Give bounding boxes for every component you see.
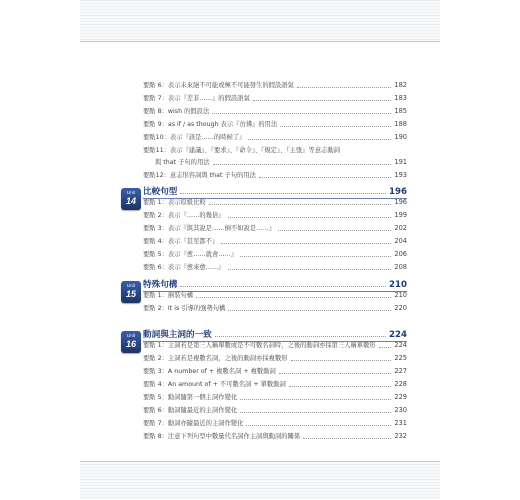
toc-entry[interactable] [143, 418, 407, 429]
toc-entry-text: 要點 4：表示『甚至都不』 [143, 238, 219, 245]
toc-entry-page: 183 [394, 94, 407, 102]
toc-entry[interactable] [143, 262, 407, 273]
toc-entry-page: 228 [394, 380, 407, 388]
toc-entry[interactable] [143, 340, 407, 351]
toc-entry[interactable] [143, 366, 407, 377]
toc-entry-page: 185 [394, 107, 407, 115]
leader-dots [212, 112, 391, 114]
toc-entry-text: 與 that 子句的用法 [155, 159, 210, 166]
toc-entry-page: 193 [394, 171, 407, 179]
toc-entry-page: 225 [394, 354, 407, 362]
toc-entry-page: 204 [394, 237, 407, 245]
toc-entry[interactable] [143, 80, 407, 91]
toc-entry[interactable] [143, 210, 407, 221]
toc-entry-text: 要點 9：as if / as though 表示『彷彿』的用法 [143, 121, 278, 128]
leader-dots [279, 372, 392, 374]
toc-entry-page: 227 [394, 367, 407, 375]
leader-dots [291, 359, 392, 361]
unit-heading[interactable] [143, 327, 407, 340]
leader-dots [213, 163, 392, 165]
toc-entry[interactable] [143, 197, 407, 208]
leader-dots [209, 203, 392, 205]
toc-entry-page: 191 [394, 158, 407, 166]
unit-badge-label: Unit [126, 190, 136, 195]
toc-entry[interactable] [143, 290, 407, 301]
toc-entry[interactable] [143, 106, 407, 117]
toc-entry[interactable] [143, 236, 407, 247]
toc-entry[interactable] [143, 170, 407, 181]
toc-entry-page: 199 [394, 211, 407, 219]
leader-dots [240, 398, 391, 400]
toc-entry-page: 196 [394, 198, 407, 206]
unit-badge-number: 14 [125, 196, 136, 206]
unit-badge-label: Unit [126, 283, 136, 288]
toc-entry-page: 208 [394, 263, 407, 271]
leader-dots [240, 255, 391, 257]
toc-entry-page: 232 [394, 432, 407, 440]
unit-title: 比較句型 [143, 187, 178, 197]
toc-entry-page: 206 [394, 250, 407, 258]
toc-entry-text: 要點 3：A number of + 複數名詞 + 複數動詞 [143, 368, 276, 375]
toc-entry-page: 224 [394, 341, 407, 349]
leader-dots [221, 242, 391, 244]
leader-dots [180, 285, 386, 287]
toc-entry-text: 要點 2：主詞若是複數名詞，之後的動詞亦採複數形 [143, 355, 288, 362]
toc-entry-text: 要點 2：表示『……的幾倍』 [143, 212, 225, 219]
toc-entry-text: 要點 8：wish 的假設法 [143, 108, 210, 115]
unit-page: 224 [389, 330, 407, 340]
leader-dots [228, 309, 391, 311]
leader-dots [180, 192, 386, 194]
toc-entry-page: 188 [394, 120, 407, 128]
unit-heading[interactable] [143, 277, 407, 290]
toc-entry[interactable] [143, 379, 407, 390]
toc-entry-text: 要點 5：動詞隨第一個主詞作變化 [143, 394, 238, 401]
toc-entry-text: 要點 1：倒裝句構 [143, 292, 194, 299]
unit-page: 196 [389, 187, 407, 197]
toc-entry-page: 229 [394, 393, 407, 401]
toc-entry-text: 要點 3：表示『與其說是……倒不如說是……』 [143, 225, 275, 232]
toc-entry[interactable] [143, 119, 407, 130]
unit-title: 動詞與主詞的一致 [143, 330, 212, 340]
toc-entry-text: 要點12：意志形容詞與 that 子句的用法 [143, 172, 256, 179]
toc-entry[interactable] [143, 353, 407, 364]
toc-entry-text: 要點 8：注意下列句型中數量代名詞作主詞與動詞的關係 [143, 433, 301, 440]
unit-title: 特殊句構 [143, 280, 178, 290]
toc-entry-page: 182 [394, 81, 407, 89]
leader-dots [297, 86, 392, 88]
toc-entry[interactable] [143, 405, 407, 416]
header-rule [80, 41, 440, 42]
leader-dots [196, 296, 391, 298]
unit-heading[interactable] [143, 184, 407, 197]
toc-entry-page: 220 [394, 304, 407, 312]
unit-badge-label: Unit [126, 333, 136, 338]
unit-badge [121, 188, 141, 210]
header-band [80, 0, 440, 42]
unit-badge [121, 281, 141, 303]
toc-entry[interactable] [143, 132, 407, 143]
toc-entry-page: 231 [394, 419, 407, 427]
toc-entry[interactable] [143, 93, 407, 104]
toc-entry[interactable] [143, 303, 407, 314]
unit-badge-number: 15 [125, 289, 136, 299]
unit-badge [121, 331, 141, 353]
footer-band [80, 461, 440, 500]
toc-entry-text: 要點 6：動詞隨最近的主詞作變化 [143, 407, 238, 414]
unit-badge-number: 16 [125, 339, 136, 349]
toc-entry[interactable] [143, 223, 407, 234]
toc-entry-page: 210 [394, 291, 407, 299]
toc-entry-text: 要點 6：表示未來絕不可能或極不可能發生的假設語氣 [143, 82, 294, 89]
toc-entry[interactable] [143, 431, 407, 442]
leader-dots [228, 216, 392, 218]
toc-entry[interactable] [143, 249, 407, 260]
leader-dots [259, 176, 391, 178]
toc-entry[interactable] [143, 392, 407, 403]
leader-dots [280, 125, 391, 127]
leader-dots [228, 268, 392, 270]
toc-entry-page: 202 [394, 224, 407, 232]
leader-dots [278, 229, 391, 231]
unit-page: 210 [389, 280, 407, 290]
toc-entry[interactable] [143, 145, 407, 156]
leader-dots [248, 138, 391, 140]
toc-entry-text: 要點 7：動詞亦隨最近的主詞作變化 [143, 420, 244, 427]
toc-entry-text: 要點 5：表示『愈……就會……』 [143, 251, 238, 258]
leader-dots [253, 99, 392, 101]
toc-entry-continuation[interactable] [143, 157, 407, 168]
leader-dots [246, 424, 391, 426]
toc-entry-text: 要點11：表示『建議』、『要求』、『命令』、『規定』、『主張』等意志動詞 [143, 147, 340, 154]
toc-entry-text: 要點 2：It is 引導的強勢句構 [143, 305, 226, 312]
toc-entry-text: 要點 6：表示『愈來愈……』 [143, 264, 225, 271]
leader-dots [379, 346, 392, 348]
toc-entry-text: 要點 1：主詞若是第三人稱單數或是不可數名詞時，之後的動詞亦採第三人稱單數形 [143, 342, 376, 349]
toc-entry-text: 要點 7：表示『差非……』的假設語氣 [143, 95, 250, 102]
toc-entry-text: 要點 1：表示原級比較 [143, 199, 206, 206]
leader-dots [215, 335, 386, 337]
toc-entry-page: 230 [394, 406, 407, 414]
toc-entry-text: 要點10：表示『該是……的時候了』 [143, 134, 246, 141]
leader-dots [289, 385, 392, 387]
toc-entry-text: 要點 4：An amount of + 不可數名詞 + 單數動詞 [143, 381, 286, 388]
leader-dots [303, 437, 391, 439]
toc-entry-page: 190 [394, 133, 407, 141]
leader-dots [240, 411, 391, 413]
footer-rule [80, 461, 440, 462]
